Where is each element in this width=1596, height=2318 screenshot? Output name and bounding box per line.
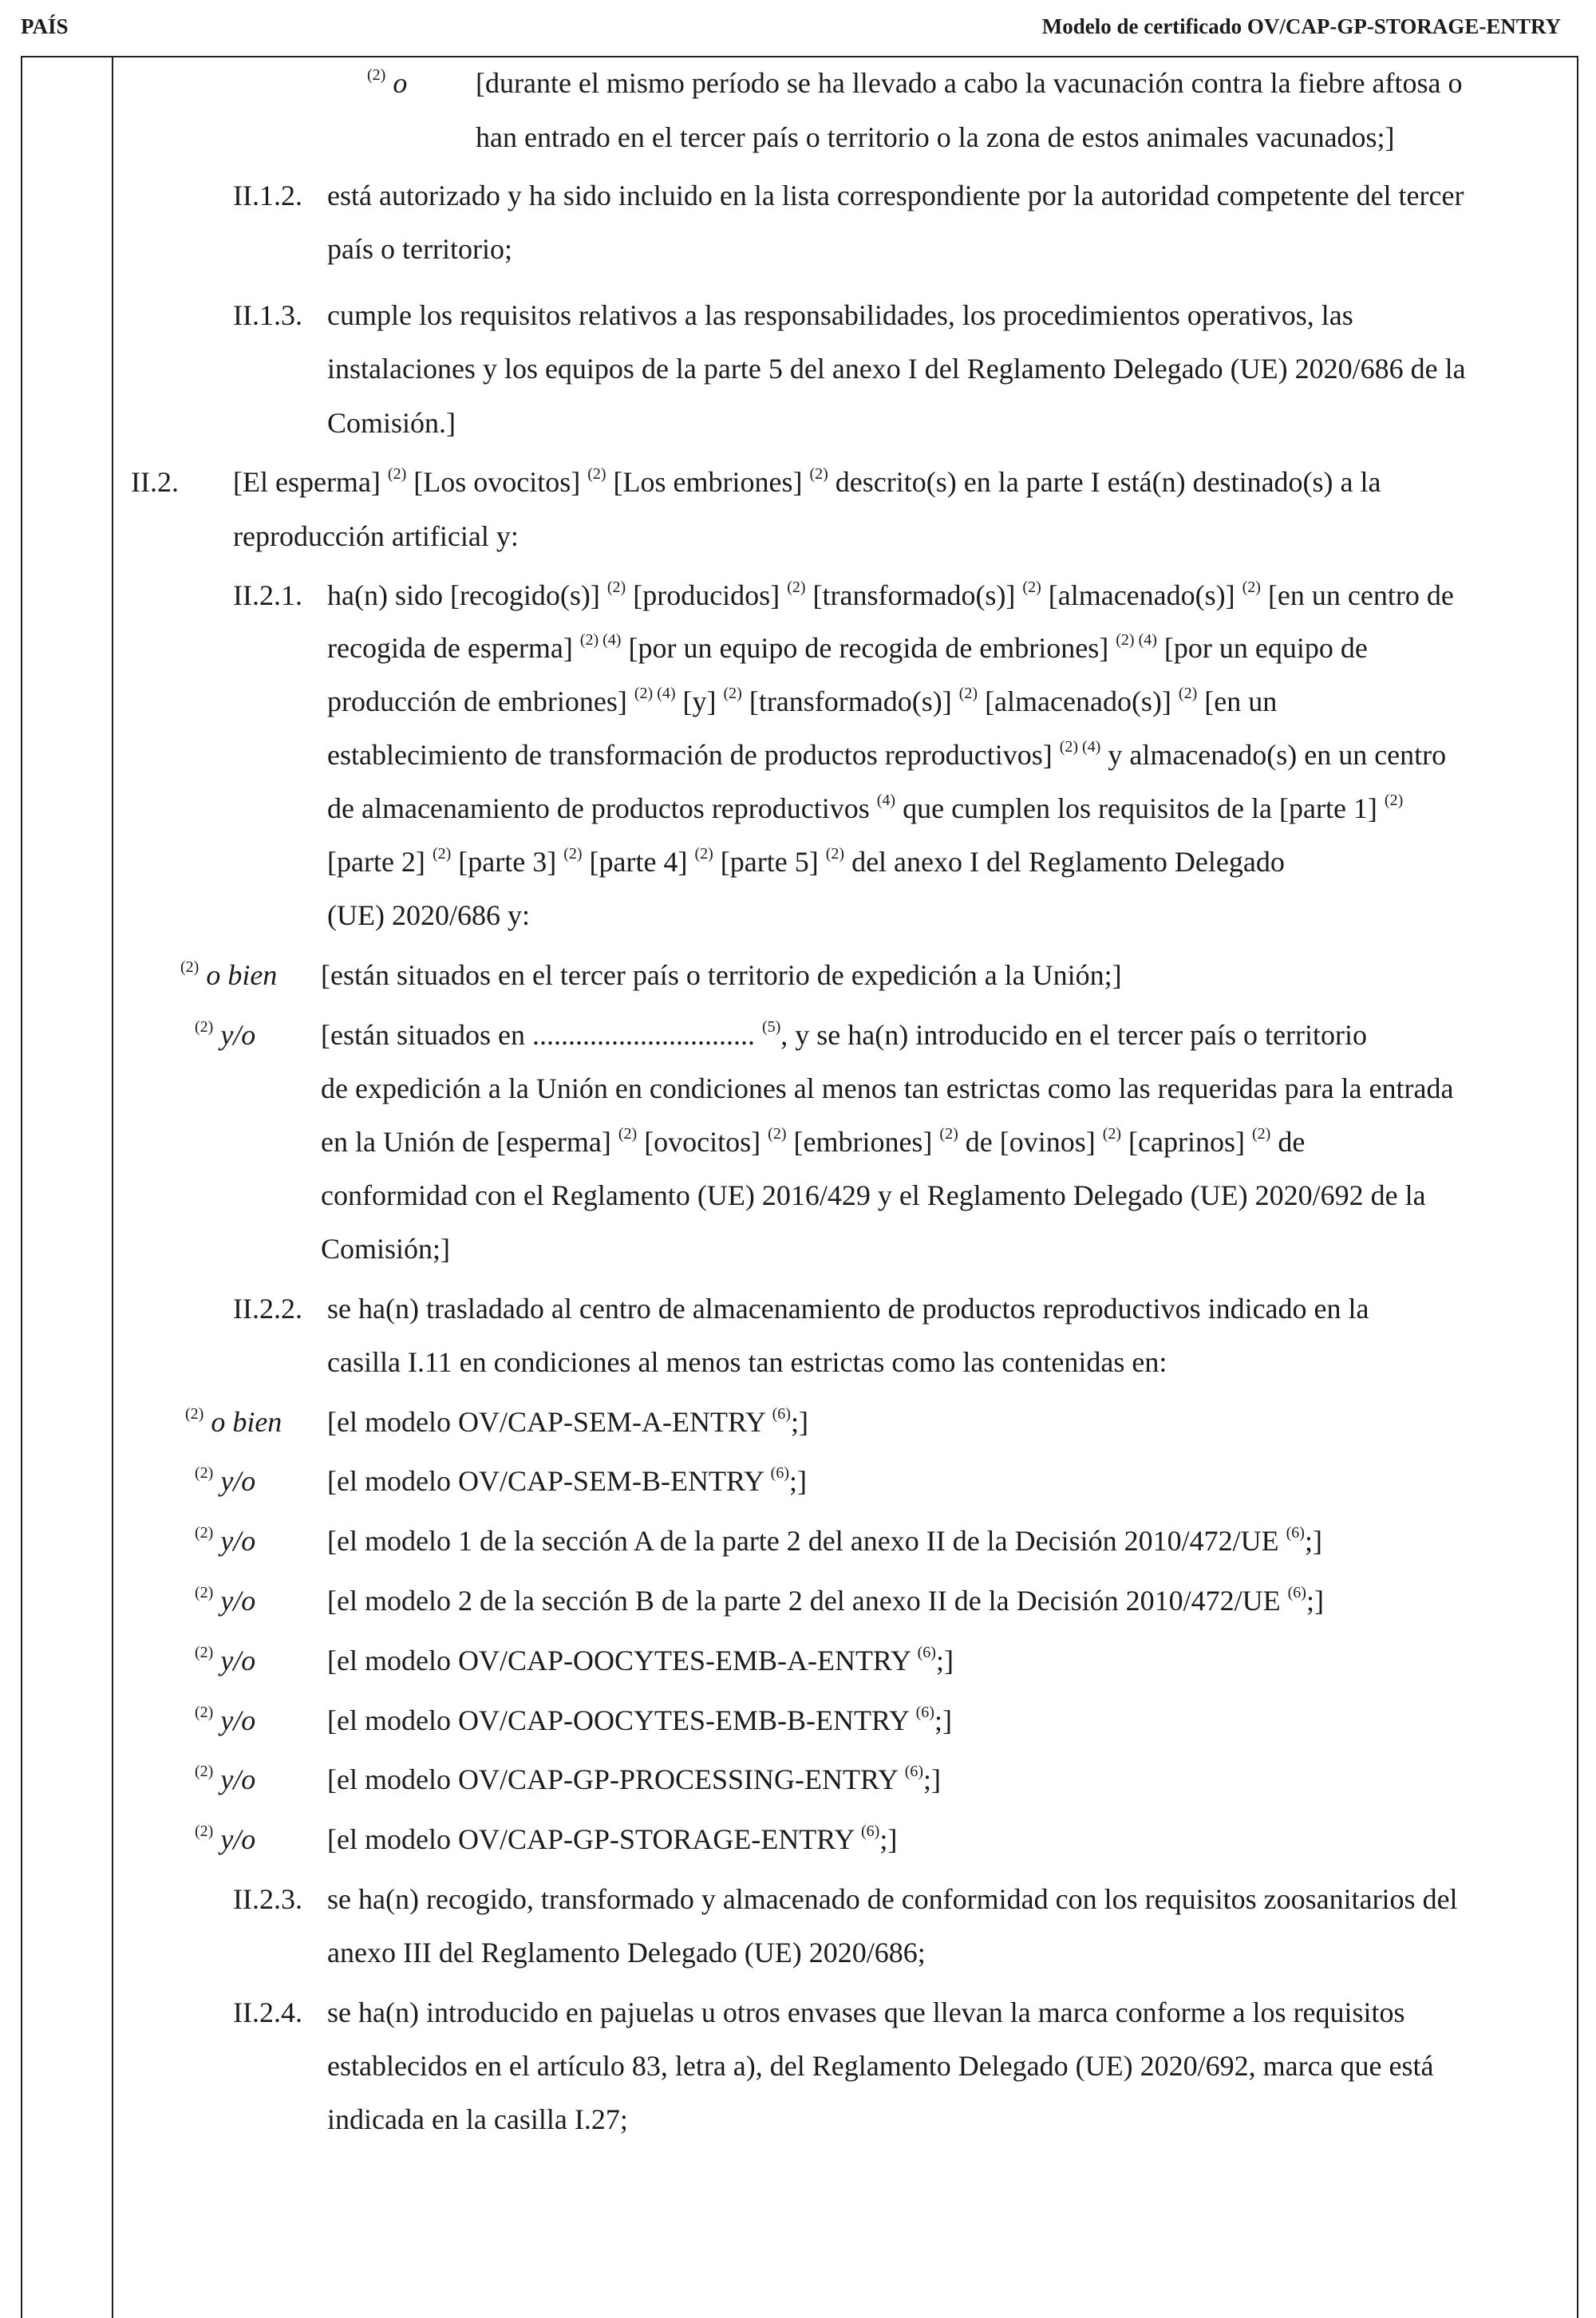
frame-right-border bbox=[1577, 56, 1578, 2318]
text-line: [están situados en ............................... $^{(5)}$, y se ha(n) introducido en el tercer país o territorio bbox=[321, 1018, 1367, 1051]
text-line: indicada en la casilla I.27; bbox=[327, 2103, 628, 2135]
text-line: han entrado en el tercer país o territorio o la zona de estos animales vacunados;] bbox=[476, 121, 1395, 153]
text-line: Comisión.] bbox=[327, 407, 456, 439]
text-line: II.2.4. bbox=[233, 1996, 302, 2028]
text-line: II.2.3. bbox=[233, 1883, 302, 1915]
text-line: anexo III del Reglamento Delegado (UE) 2020/686; bbox=[327, 1937, 926, 1969]
text-line: está autorizado y ha sido incluido en la lista correspondiente por la autoridad competente del tercer bbox=[327, 180, 1464, 211]
text-line: II.2. bbox=[131, 466, 179, 498]
text-line: $^{(2)}$ y/o bbox=[195, 1763, 256, 1795]
frame-inner-column-border bbox=[112, 56, 113, 2318]
text-line: $^{(2)}$ y/o bbox=[195, 1822, 256, 1855]
text-line: cumple los requisitos relativos a las responsabilidades, los procedimientos operativos, las bbox=[327, 299, 1353, 331]
text-line: de almacenamiento de productos reproductivos $^{(4)}$ que cumplen los requisitos de la [parte 1] $^{(2)}$ bbox=[327, 792, 1404, 824]
text-line: conformidad con el Reglamento (UE) 2016/429 y el Reglamento Delegado (UE) 2020/692 de la bbox=[321, 1179, 1426, 1211]
text-line: $^{(2)}$ y/o bbox=[195, 1644, 256, 1676]
text-line: país o territorio; bbox=[327, 233, 512, 265]
text-line: instalaciones y los equipos de la parte 5 del anexo I del Reglamento Delegado (UE) 2020/686 de la bbox=[327, 353, 1466, 385]
text-line: se ha(n) introducido en pajuelas u otros envases que llevan la marca conforme a los requisitos bbox=[327, 1996, 1405, 2028]
text-line: se ha(n) trasladado al centro de almacenamiento de productos reproductivos indicado en la bbox=[327, 1293, 1369, 1325]
text-line: establecimiento de transformación de productos reproductivos] $^{(2) (4)}$ y almacenado(s) en un centro bbox=[327, 738, 1447, 771]
text-line: reproducción artificial y: bbox=[233, 520, 519, 552]
certificate-model-title: Modelo de certificado OV/CAP-GP-STORAGE-ENTRY bbox=[1041, 14, 1561, 38]
text-line: [el modelo OV/CAP-OOCYTES-EMB-B-ENTRY $^{(6)}$;] bbox=[327, 1704, 952, 1736]
text-line: establecidos en el artículo 83, letra a), del Reglamento Delegado (UE) 2020/692, marca que está bbox=[327, 2050, 1434, 2082]
text-line: [parte 2] $^{(2)}$ [parte 3] $^{(2)}$ [parte 4] $^{(2)}$ [parte 5] $^{(2)}$ del anexo I del Reglamento Delegado bbox=[327, 845, 1285, 878]
text-line: [el modelo 1 de la sección A de la parte 2 del anexo II de la Decisión 2010/472/UE $^{(6)}$;] bbox=[327, 1524, 1322, 1557]
text-line: $^{(2)}$ y/o bbox=[195, 1524, 256, 1557]
text-line: [el modelo OV/CAP-SEM-A-ENTRY $^{(6)}$;] bbox=[327, 1405, 808, 1438]
text-line: [el modelo OV/CAP-OOCYTES-EMB-A-ENTRY $^{(6)}$;] bbox=[327, 1644, 954, 1676]
text-line: [el modelo OV/CAP-GP-STORAGE-ENTRY $^{(6)}$;] bbox=[327, 1822, 898, 1855]
text-line: $^{(2)}$ y/o bbox=[195, 1704, 256, 1736]
text-line: $^{(2)}$ y/o bbox=[195, 1584, 256, 1617]
text-line: Comisión;] bbox=[321, 1233, 451, 1265]
frame-left-border bbox=[21, 56, 22, 2318]
text-line: [están situados en el tercer país o territorio de expedición a la Unión;] bbox=[321, 959, 1122, 991]
text-line: [el modelo OV/CAP-SEM-B-ENTRY $^{(6)}$;] bbox=[327, 1464, 807, 1497]
text-line: en la Unión de [esperma] $^{(2)}$ [ovocitos] $^{(2)}$ [embriones] $^{(2)}$ de [ovinos] $^{(2)}$ [caprinos] $^{(2)}$ de bbox=[321, 1125, 1306, 1158]
text-line: II.2.1. bbox=[233, 579, 302, 611]
text-line: [El esperma] $^{(2)}$ [Los ovocitos] $^{(2)}$ [Los embriones] $^{(2)}$ descrito(s) en la parte I está(n) destinado(s) a la bbox=[233, 465, 1381, 498]
text-line: II.1.3. bbox=[233, 299, 302, 331]
text-line: $^{(2)}$ o bien bbox=[185, 1405, 282, 1438]
text-line: (UE) 2020/686 y: bbox=[327, 899, 530, 931]
text-line: $^{(2)}$ y/o bbox=[195, 1464, 256, 1497]
text-line: casilla I.11 en condiciones al menos tan estrictas como las contenidas en: bbox=[327, 1346, 1167, 1378]
frame-top-border bbox=[21, 56, 1577, 57]
text-line: [el modelo OV/CAP-GP-PROCESSING-ENTRY $^{(6)}$;] bbox=[327, 1763, 942, 1795]
text-line: ha(n) sido [recogido(s)] $^{(2)}$ [producidos] $^{(2)}$ [transformado(s)] $^{(2)}$ [almacenado(s)] $^{(2)}$ [en un centro de bbox=[327, 579, 1454, 611]
text-line: [el modelo 2 de la sección B de la parte 2 del anexo II de la Decisión 2010/472/UE $^{(6)}$;] bbox=[327, 1584, 1324, 1617]
text-line: producción de embriones] $^{(2) (4)}$ [y] $^{(2)}$ [transformado(s)] $^{(2)}$ [almacenado(s)] $^{(2)}$ [en un bbox=[327, 685, 1278, 717]
text-line: II.1.2. bbox=[233, 180, 302, 211]
text-line: II.2.2. bbox=[233, 1293, 302, 1325]
text-line: de expedición a la Unión en condiciones al menos tan estrictas como las requeridas para la entrada bbox=[321, 1072, 1454, 1104]
text-line: $^{(2)}$ o bien bbox=[180, 958, 278, 991]
text-line: [durante el mismo período se ha llevado a cabo la vacunación contra la fiebre aftosa o bbox=[476, 67, 1463, 99]
country-label: PAÍS bbox=[21, 14, 69, 38]
text-line: se ha(n) recogido, transformado y almacenado de conformidad con los requisitos zoosanitarios del bbox=[327, 1883, 1458, 1915]
text-line: $^{(2)}$ y/o bbox=[195, 1018, 256, 1051]
text-line: recogida de esperma] $^{(2) (4)}$ [por un equipo de recogida de embriones] $^{(2) (4)}$ [por un equipo de bbox=[327, 631, 1368, 664]
text-line: $^{(2)}$ o bbox=[367, 66, 408, 99]
